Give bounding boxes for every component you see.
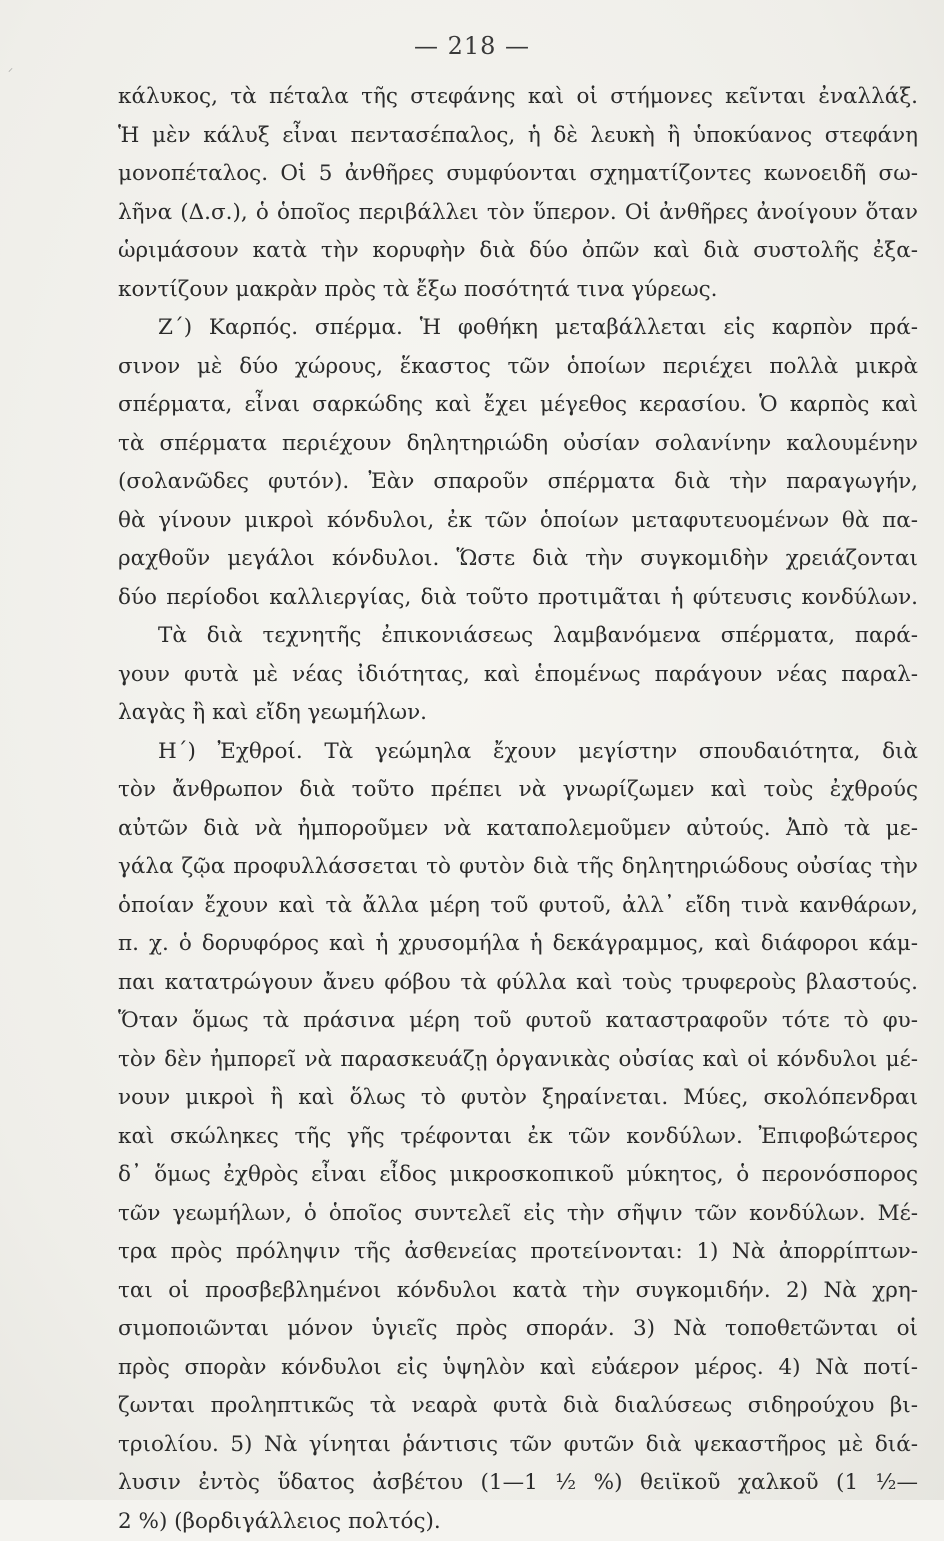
text-line: σιμοποιῶνται μόνον ὑγιεῖς πρὸς σποράν. 3) Νὰ τοποθετῶνται οἱ bbox=[118, 1310, 918, 1349]
text-line: λαγὰς ἢ καὶ εἴδη γεωμήλων. bbox=[118, 694, 918, 733]
text-line: δ᾽ ὅμως ἐχθρὸς εἶναι εἶδος μικροσκοπικοῦ μύκητος, ὁ περονόσπορος bbox=[118, 1156, 918, 1195]
text-line: πρὸς σπορὰν κόνδυλοι εἰς ὑψηλὸν καὶ εὐάερον μέρος. 4) Νὰ ποτί- bbox=[118, 1349, 918, 1388]
margin-mark: ⸝ bbox=[8, 60, 13, 74]
text-line: 2 %) (βορδιγάλλειος πολτός). bbox=[118, 1503, 918, 1541]
text-line: π. χ. ὁ δορυφόρος καὶ ἡ χρυσομήλα ἡ δεκάγραμμος, καὶ διάφοροι κάμ- bbox=[118, 925, 918, 964]
text-line: κάλυκος, τὰ πέταλα τῆς στεφάνης καὶ οἱ στήμονες κεῖνται ἐναλλάξ. bbox=[118, 78, 918, 117]
text-line: γάλα ζῷα προφυλλάσσεται τὸ φυτὸν διὰ τῆς δηλητηριώδους οὐσίας τὴν bbox=[118, 848, 918, 887]
text-line: τὰ σπέρματα περιέχουν δηλητηριώδη οὐσίαν σολανίνην καλουμένην bbox=[118, 425, 918, 464]
text-line: τὸν δὲν ἠμπορεῖ νὰ παρασκευάζῃ ὀργανικὰς οὐσίας καὶ οἱ κόνδυλοι μέ- bbox=[118, 1041, 918, 1080]
text-line: λῆνα (Δ.σ.), ὁ ὁποῖος περιβάλλει τὸν ὕπερον. Οἱ ἀνθῆρες ἀνοίγουν ὅταν bbox=[118, 194, 918, 233]
text-line: Τὰ διὰ τεχνητῆς ἐπικονιάσεως λαμβανόμενα σπέρματα, παρά- bbox=[118, 617, 918, 656]
text-line: καὶ σκώληκες τῆς γῆς τρέφονται ἐκ τῶν κονδύλων. Ἐπιφοβώτερος bbox=[118, 1118, 918, 1157]
text-line: σινον μὲ δύο χώρους, ἕκαστος τῶν ὁποίων περιέχει πολλὰ μικρὰ bbox=[118, 348, 918, 387]
section-heading-line: Η΄) Ἐχθροί. Τὰ γεώμηλα ἔχουν μεγίστην σπουδαιότητα, διὰ bbox=[118, 733, 918, 772]
text-line: ραχθοῦν μεγάλοι κόνδυλοι. Ὥστε διὰ τὴν συγκομιδὴν χρειάζονται bbox=[118, 540, 918, 579]
text-line: τριολίου. 5) Νὰ γίνηται ῥάντισις τῶν φυτῶν διὰ ψεκαστῆρος μὲ διά- bbox=[118, 1426, 918, 1465]
text-line: ὁποίαν ἔχουν καὶ τὰ ἄλλα μέρη τοῦ φυτοῦ, ἀλλ᾽ εἴδη τινὰ κανθάρων, bbox=[118, 887, 918, 926]
text-line: (σολανῶδες φυτόν). Ἐὰν σπαροῦν σπέρματα διὰ τὴν παραγωγήν, bbox=[118, 463, 918, 502]
text-line: δύο περίοδοι καλλιεργίας, διὰ τοῦτο προτιμᾶται ἡ φύτευσις κονδύλων. bbox=[118, 579, 918, 618]
text-line: τῶν γεωμήλων, ὁ ὁποῖος συντελεῖ εἰς τὴν σῆψιν τῶν κονδύλων. Μέ- bbox=[118, 1195, 918, 1234]
text-line: κοντίζουν μακρὰν πρὸς τὰ ἔξω ποσότητά τινα γύρεως. bbox=[118, 271, 918, 310]
text-line: ται οἱ προσβεβλημένοι κόνδυλοι κατὰ τὴν συγκομιδήν. 2) Νὰ χρη- bbox=[118, 1272, 918, 1311]
section-heading-line: Ζ΄) Καρπός. σπέρμα. Ἡ φοθήκη μεταβάλλεται εἰς καρπὸν πρά- bbox=[118, 309, 918, 348]
text-line: ζωνται προληπτικῶς τὰ νεαρὰ φυτὰ διὰ διαλύσεως σιδηρούχου βι- bbox=[118, 1387, 918, 1426]
text-line: γουν φυτὰ μὲ νέας ἰδιότητας, καὶ ἑπομένως παράγουν νέας παραλ- bbox=[118, 656, 918, 695]
body-text bbox=[118, 78, 918, 1541]
text-line: Ἡ μὲν κάλυξ εἶναι πεντασέπαλος, ἡ δὲ λευκὴ ἢ ὑποκύανος στεφάνη bbox=[118, 117, 918, 156]
text-line: αὐτῶν διὰ νὰ ἠμποροῦμεν νὰ καταπολεμοῦμεν αὐτούς. Ἀπὸ τὰ με- bbox=[118, 810, 918, 849]
text-line: λυσιν ἐντὸς ὕδατος ἀσβέτου (1—1 ½ %) θειϊκοῦ χαλκοῦ (1 ½— bbox=[118, 1464, 918, 1503]
text-line: μονοπέταλος. Οἱ 5 ἀνθῆρες συμφύονται σχηματίζοντες κωνοειδῆ σω- bbox=[118, 155, 918, 194]
text-line: σπέρματα, εἶναι σαρκώδης καὶ ἔχει μέγεθος κερασίου. Ὁ καρπὸς καὶ bbox=[118, 386, 918, 425]
text-line: θὰ γίνουν μικροὶ κόνδυλοι, ἐκ τῶν ὁποίων μεταφυτευομένων θὰ πα- bbox=[118, 502, 918, 541]
text-line: Ὅταν ὅμως τὰ πράσινα μέρη τοῦ φυτοῦ καταστραφοῦν τότε τὸ φυ- bbox=[118, 1002, 918, 1041]
text-line: ὡριμάσουν κατὰ τὴν κορυφὴν διὰ δύο ὀπῶν καὶ διὰ συστολῆς ἐξα- bbox=[118, 232, 918, 271]
page-number: — 218 — bbox=[0, 32, 944, 60]
text-line: παι κατατρώγουν ἄνευ φόβου τὰ φύλλα καὶ τοὺς τρυφεροὺς βλαστούς. bbox=[118, 964, 918, 1003]
text-line: νουν μικροὶ ἢ καὶ ὅλως τὸ φυτὸν ξηραίνεται. Μύες, σκολόπενδραι bbox=[118, 1079, 918, 1118]
text-line: τρα πρὸς πρόληψιν τῆς ἀσθενείας προτείνονται: 1) Νὰ ἀπορρίπτων- bbox=[118, 1233, 918, 1272]
text-line: τὸν ἄνθρωπον διὰ τοῦτο πρέπει νὰ γνωρίζωμεν καὶ τοὺς ἐχθρούς bbox=[118, 771, 918, 810]
